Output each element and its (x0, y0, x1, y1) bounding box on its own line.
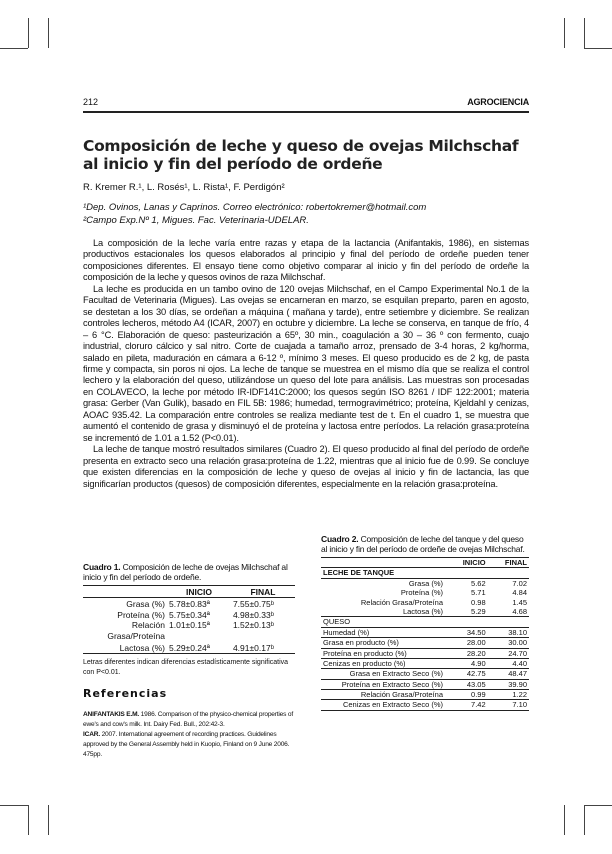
reference-item: ANIFANTAKIS E.M. 1986. Comparison of the physico-chemical properties of ewe's and cow's milk. Int. Dairy Fed. Bull., 202:42-3. (83, 711, 293, 728)
table-header-row: INICIO FINAL (321, 558, 529, 568)
reference-item: ICAR. 2007. International agreement of recording practices. Guidelines approved by the General Assembly held in Kuopio, Finland on 9 June 2006. 475pp. (83, 731, 290, 758)
crop-mark (28, 805, 29, 835)
references-heading: Referencias (83, 687, 168, 700)
page-number: 212 (83, 97, 99, 107)
paragraph: La composición de la leche varía entre razas y etapa de la lactancia (Anifantakis, 1986), en sistemas productivos estacionales los quesos elaborados al principio y final del período de ordeñe pueden tener composiciones diferentes. El ensayo tiene como objetivo comparar al inicio y fin del período de ordeñe la composición de la leche y quesos ovinos de raza Milchschaf. (83, 238, 529, 283)
table-row: Grasa (%) 5.78±0.83ª 7.55±0.75ᵇ (126, 598, 274, 609)
crop-mark (48, 18, 49, 48)
table-row: Proteína en producto (%) 28.20 24.70 (323, 648, 527, 658)
journal-name: AGROCIENCIA (467, 97, 529, 107)
table-1-note: Letras diferentes indican diferencias estadísticamente significativa con P<0.01. (83, 659, 289, 676)
table-section-row: QUESO (321, 617, 529, 627)
crop-mark (584, 805, 585, 835)
table-1-grid (83, 585, 295, 654)
table-row: Lactosa (%) 5.29 4.68 (321, 607, 529, 617)
crop-mark (564, 18, 565, 48)
crop-mark (0, 48, 28, 49)
table-header-row: INICIO FINAL (83, 586, 295, 598)
affiliation-1: ¹Dep. Ovinos, Lanas y Caprinos. Correo electrónico: robertokremer@hotmail.com (83, 202, 427, 213)
table-1-caption: Cuadro 1. Composición de leche de ovejas Milchschaf al inicio y fin del período de ordeñe. (83, 562, 288, 582)
table-2 (321, 534, 529, 711)
crop-mark (0, 805, 28, 806)
table-2-caption: Cuadro 2. Composición de leche del tanque y del queso al inicio y fin del período de ordeñe de ovejas Milchschaf. (321, 534, 525, 554)
table-row: Cenizas en producto (%) 4.90 4.40 (323, 658, 527, 668)
table-row: Proteína (%) 5.71 4.84 (400, 588, 527, 598)
table-row: Relación Grasa/Proteína 0.98 1.45 (360, 597, 527, 607)
crop-mark (28, 18, 29, 48)
article-title: Composición de leche y queso de ovejas Milchschaf al inicio y fin del período de ordeñe (83, 137, 519, 173)
table-row: Lactosa (%) 5.29±0.24ª 4.91±0.17ᵇ (83, 642, 295, 654)
article-body (83, 238, 529, 490)
table-1 (83, 562, 295, 677)
affiliation-2: ²Campo Exp.Nº 1, Migues. Fac. Veterinaria-UDELAR. (83, 215, 309, 226)
crop-mark (584, 18, 585, 48)
crop-mark (584, 805, 612, 806)
table-row: Humedad (%) 34.50 38.10 (323, 627, 527, 637)
paragraph: La leche de tanque mostró resultados similares (Cuadro 2). El queso producido al final del período de ordeñe presenta en extracto seco una relación grasa:proteína de 1.22, mientras que al inicio fue de 0.99. Se concluye que existen diferencias en la composición de leche y queso de ovejas al inicio y fin de lactancia, las que significarían productos (quesos) de composición diferentes, especialmente en la relación grasa:proteína. (83, 444, 529, 489)
crop-mark (48, 805, 49, 835)
authors: R. Kremer R.¹, L. Rosés¹, L. Rista¹, F. Perdigón² (83, 182, 285, 193)
table-row: Proteína en Extracto Seco (%) 43.05 39.90 (321, 679, 529, 689)
paragraph: La leche es producida en un tambo ovino de 120 ovejas Milchschaf, en el Campo Experimental No.1 de la Facultad de Veterinaria (Migues). Las ovejas se encarneran en marzo, se esquilan preparto, paren en agosto, se destetan a los 30 días, se ordeñan a máquina ( mañana y tarde), entre setiembre y diciembre. Se realizan controles lecheros, método A4 (ICAR, 2007) en octubre y diciembre. La leche se conserva, en tanque de frío, 4 – 6 °C. Elaboración de queso: pasteurización a 65º, 30 min., coagulación a 30 – 36 º con fermento, cuajo industrial, cloruro cálcico y sal nitro. Corte de cuajada a tamaño arroz, prensado de 3-4 horas, 2 kg/horma, salado en pileta, maduración en cámara a 6-12 º, mínimo 3 meses. El queso producido es de 2 kg, de pasta firme y compacta, sin poros ni ojos. La leche de tanque se muestrea en el mismo día que se realiza el control lechero y la elaboración del queso, utilizándose un queso del lote para análisis. Las muestras son procesadas en COLAVECO, la leche por método IR-IDF141C:2000; los quesos según ISO 8261 / IDF 122:2001; materia grasa: Gerber (Van Gulik), basado en FIL 5B: 1986; humedad, termogravimétrico; proteína, Kjeldahl y cenizas, AOAC 935.42. La comparación entre controles se realiza mediante test de t. En el cuadro 1, se muestra que aumentó el contenido de grasa y disminuyó el de proteína y lactosa entre períodos. La relación grasa:proteína se incrementó de 1.01 a 1.52 (P<0.01). (83, 283, 529, 443)
table-row: Grasa (%) 5.62 7.02 (408, 578, 527, 588)
references (83, 687, 298, 760)
table-2-grid (321, 557, 529, 711)
crop-mark (584, 48, 612, 49)
table-row: Cenizas en Extracto Seco (%) 7.42 7.10 (321, 700, 529, 710)
table-row: Relación Grasa/Proteína 1.01±0.15ª 1.52±0.13ᵇ (107, 620, 274, 641)
table-row: Grasa en producto (%) 28.00 30.00 (323, 638, 527, 648)
table-row: Proteína (%) 5.75±0.34ª 4.98±0.33ᵇ (117, 609, 274, 620)
table-row: Grasa en Extracto Seco (%) 42.75 48.47 (321, 669, 529, 679)
crop-mark (564, 805, 565, 835)
table-section-row: LECHE DE TANQUE (321, 568, 529, 578)
table-row: Relación Grasa/Proteína 0.99 1.22 (321, 690, 529, 700)
header-rule (83, 111, 529, 113)
